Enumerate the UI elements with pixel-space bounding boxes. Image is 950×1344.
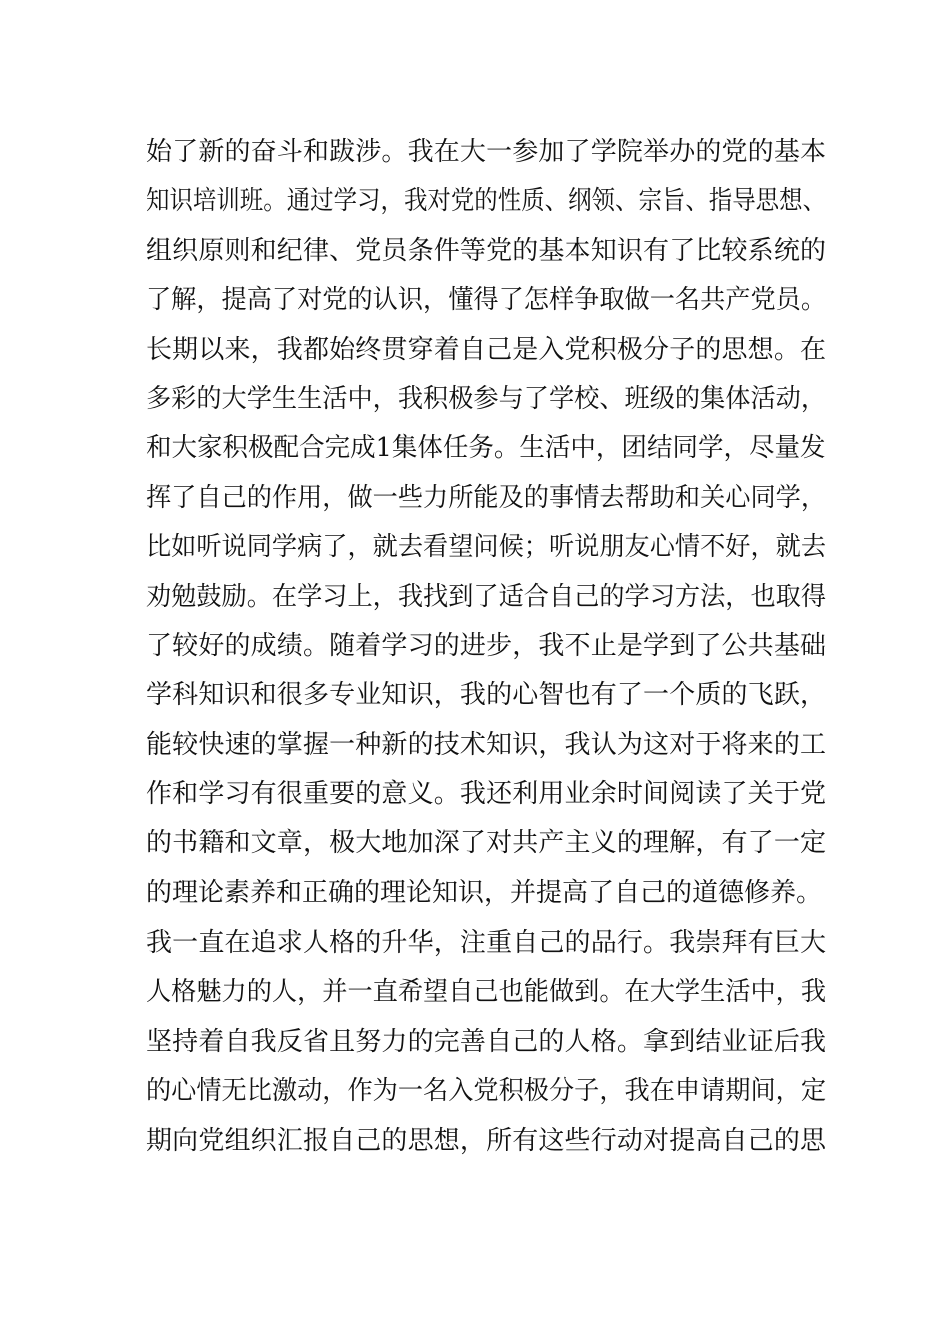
paragraph-line: 和大家积极配合完成1集体任务。生活中，团结同学，尽量发 <box>146 433 826 464</box>
paragraph-line: 的心情无比激动，作为一名入党积极分子，我在申请期间，定 <box>146 1076 827 1107</box>
paragraph-line: 了解，提高了对党的认识，懂得了怎样争取做一名共产党员。 <box>146 285 827 316</box>
paragraph-line: 组织原则和纪律、党员条件等党的基本知识有了比较系统的 <box>146 235 826 266</box>
paragraph-line: 能较快速的掌握一种新的技术知识，我认为这对于将来的工 <box>146 729 826 760</box>
paragraph-line: 作和学习有很重要的意义。我还利用业余时间阅读了关于党 <box>146 779 826 810</box>
paragraph-line: 人格魅力的人，并一直希望自己也能做到。在大学生活中，我 <box>146 977 827 1008</box>
paragraph-line: 比如听说同学病了，就去看望问候；听说朋友心情不好，就去 <box>146 532 827 563</box>
paragraph-line: 始了新的奋斗和跋涉。我在大一参加了学院举办的党的基本 <box>146 137 826 167</box>
paragraph-line: 学科知识和很多专业知识，我的心智也有了一个质的飞跃， <box>146 680 826 711</box>
paragraph-line: 我一直在追求人格的升华，注重自己的品行。我崇拜有巨大 <box>146 928 826 958</box>
paragraph-line: 的书籍和文章，极大地加深了对共产主义的理解，有了一定 <box>146 828 826 859</box>
paragraph-line: 坚持着自我反省且努力的完善自己的人格。拿到结业证后我 <box>146 1026 826 1057</box>
paragraph-2 <box>146 919 826 1166</box>
paragraph-line: 期向党组织汇报自己的思想，所有这些行动对提高自己的思 <box>146 1125 826 1156</box>
paragraph-line: 了较好的成绩。随着学习的进步，我不止是学到了公共基础 <box>146 630 826 661</box>
paragraph-1 <box>146 128 826 918</box>
paragraph-line: 多彩的大学生生活中，我积极参与了学校、班级的集体活动， <box>146 383 827 414</box>
paragraph-line: 的理论素养和正确的理论知识，并提高了自己的道德修养。 <box>146 877 823 908</box>
paragraph-line: 知识培训班。通过学习，我对党的性质、纲领、宗旨、指导思想、 <box>146 186 827 217</box>
paragraph-line: 挥了自己的作用，做一些力所能及的事情去帮助和关心同学， <box>146 482 827 513</box>
paragraph-line: 劝勉鼓励。在学习上，我找到了适合自己的学习方法，也取得 <box>146 581 827 612</box>
paragraph-line: 长期以来，我都始终贯穿着自己是入党积极分子的思想。在 <box>146 334 826 365</box>
